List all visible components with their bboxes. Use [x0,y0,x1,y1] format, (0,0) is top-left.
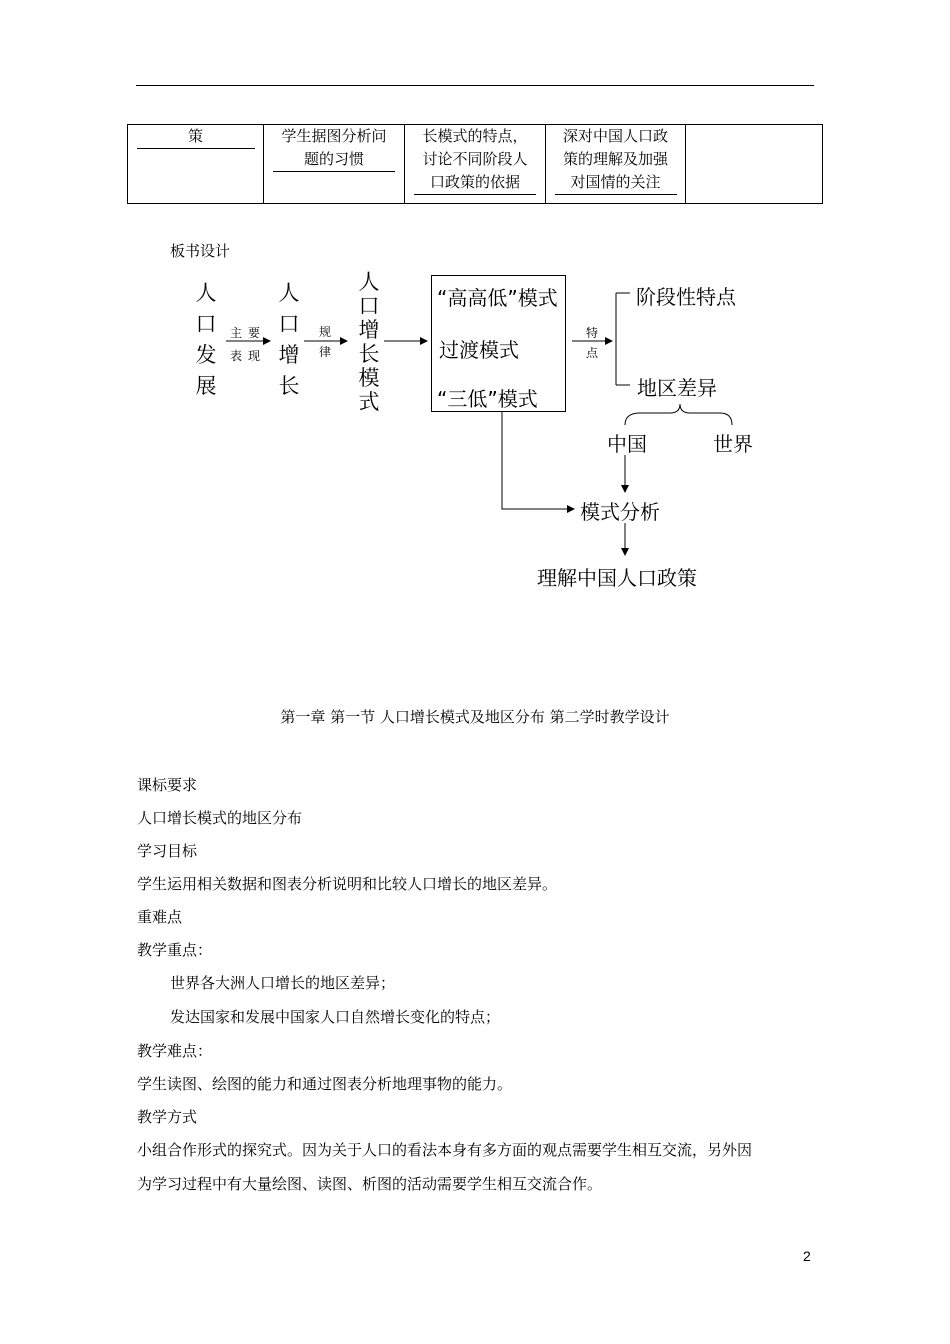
node-char: 人 [278,281,300,305]
cell-line: 策 [137,125,255,149]
cell-line: 口政策的依据 [414,171,536,195]
page-number: 2 [803,1248,811,1264]
model-transition: 过渡模式 [439,338,519,362]
label-char: 点 [585,346,598,360]
cell-line: 学生据图分析问 [281,127,387,145]
cell-line: 策的理解及加强 [562,150,668,168]
key-point-2: 发达国家和发展中国家人口自然增长变化的特点； [170,1008,501,1026]
section-title: 第一章 第一节 人口增长模式及地区分布 第二学时教学设计 [280,708,670,726]
cell-line: 对国情的关注 [555,171,677,195]
goal-text: 学生运用相关数据和图表分析说明和比较人口增长的地区差异。 [137,875,558,893]
node-char: 展 [195,374,217,398]
node-char: 模 [358,366,380,390]
node-char: 长 [358,342,380,366]
node-char: 增 [358,318,380,342]
model-three-low: “三低”模式 [437,387,538,411]
region-brace [625,404,732,425]
arrow1-label-top: 主要 [230,326,267,340]
node-char: 人 [358,270,380,294]
arrow1-label-bottom: 表现 [230,349,267,363]
method-line-2: 为学习过程中有大量绘图、读图、析图的活动需要学生相互交流合作。 [137,1175,603,1193]
heading-standard: 课标要求 [137,776,198,794]
node-model-analysis: 模式分析 [580,500,660,524]
label-char: 规 [318,325,331,339]
node-char: 式 [358,390,380,414]
node-stage-feature: 阶段性特点 [636,285,736,309]
key-point-1: 世界各大洲人口增长的地区差异； [170,974,396,992]
heading-key: 重难点 [137,908,183,926]
heading-goal: 学习目标 [137,842,198,860]
method-line-1: 小组合作形式的探究式。因为关于人口的看法本身有多方面的观点需要学生相互交流，另外因 [137,1141,753,1159]
node-char: 长 [278,374,300,398]
node-world: 世界 [713,432,753,456]
model-high-high-low: “高高低”模式 [437,286,558,310]
board-design-heading: 板书设计 [170,242,231,260]
node-char: 口 [358,294,380,318]
heading-key-points: 教学重点： [137,941,213,959]
node-char: 增 [278,343,300,367]
cell-line: 讨论不同阶段人 [422,150,528,168]
label-char: 特 [585,326,598,340]
arrow-to-analysis [502,412,574,509]
cell-line: 深对中国人口政 [562,127,668,145]
node-char: 发 [195,343,217,367]
heading-difficult: 教学难点： [137,1042,213,1060]
node-china: 中国 [607,432,647,456]
difficult-text: 学生读图、绘图的能力和通过图表分析地理事物的能力。 [137,1075,513,1093]
standard-text: 人口增长模式的地区分布 [137,809,303,827]
cell-line: 长模式的特点， [422,127,528,145]
node-region-difference: 地区差异 [637,376,717,400]
heading-method: 教学方式 [137,1108,198,1126]
node-char: 人 [195,281,217,305]
cell-line: 题的习惯 [273,148,395,172]
node-char: 口 [195,312,217,336]
node-understand-policy: 理解中国人口政策 [537,566,697,590]
node-char: 口 [278,312,300,336]
label-char: 律 [318,345,331,359]
